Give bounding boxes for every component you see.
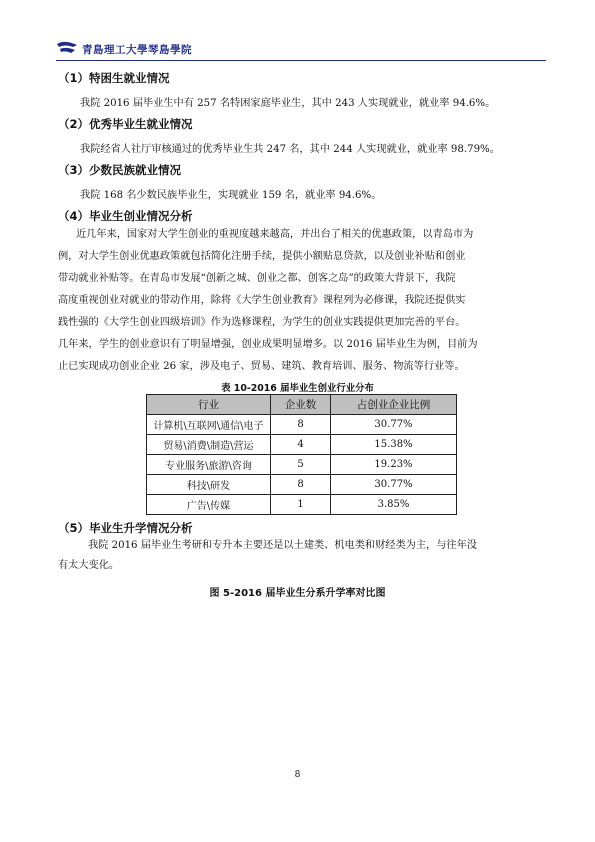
section-heading-4: （4）毕业生创业情况分析 [58, 209, 193, 223]
paragraph-line: 高度重视创业对就业的带动作用，除将《大学生创业教育》课程列为必修课，我院还提供实 [58, 295, 466, 306]
ratio-cell: 3.85% [331, 495, 457, 515]
count-cell: 4 [271, 435, 331, 455]
paragraph-line: 例，对大学生创业优惠政策就包括简化注册手续，提供小额贴息贷款，以及创业补贴和创业 [58, 251, 466, 262]
page-header [56, 38, 546, 64]
count-cell: 5 [271, 455, 331, 475]
industry-cell: 计算机\互联网\通信\电子 [147, 415, 271, 435]
industry-cell: 广告\传媒 [147, 495, 271, 515]
section-heading-2: （2）优秀毕业生就业情况 [58, 117, 193, 131]
paragraph-line: 有太大变化。 [58, 560, 120, 571]
ratio-cell: 30.77% [331, 475, 457, 495]
industry-cell: 科技\研发 [147, 475, 271, 495]
header-divider [56, 60, 546, 61]
paragraph-line: 几年来，学生的创业意识有了明显增强，创业成果明显增多。以 2016 届毕业生为例，目前为 [58, 339, 478, 350]
figure-caption: 图 5-2016 届毕业生分系升学率对比图 [209, 588, 386, 599]
table-row [147, 495, 457, 515]
paragraph-line: 近几年来，国家对大学生创业的重视度越来越高，并出台了相关的优惠政策，以青岛市为 [76, 229, 474, 240]
column-header-industry: 行业 [147, 395, 271, 415]
count-cell: 8 [271, 415, 331, 435]
section-text-1: 我院 2016 届毕业生中有 257 名特困家庭毕业生，其中 243 人实现就业，就业率 94.6%。 [80, 98, 496, 109]
section-text-3: 我院 168 名少数民族毕业生，实现就业 159 名，就业率 94.6%。 [80, 190, 382, 201]
section-text-2: 我院经省人社厅审核通过的优秀毕业生共 247 名，其中 244 人实现就业，就业率 98.79%。 [80, 144, 500, 155]
paragraph-line: 带动就业补贴等。在青岛市发展“创新之城、创业之都、创客之岛”的政策大背景下，我院 [58, 273, 456, 284]
table-caption: 表 10-2016 届毕业生创业行业分布 [221, 383, 374, 394]
section-heading-1: （1）特困生就业情况 [58, 71, 170, 85]
table-header-row [147, 395, 457, 415]
page-number: 8 [294, 770, 301, 780]
count-cell: 8 [271, 475, 331, 495]
entrepreneurship-paragraph [58, 224, 478, 378]
table-row [147, 475, 457, 495]
paragraph-line: 止已实现成功创业企业 26 家，涉及电子、贸易、建筑、教育培训、服务、物流等行业等。 [58, 361, 465, 372]
column-header-count: 企业数 [271, 395, 331, 415]
column-header-ratio: 占创业企业比例 [331, 395, 457, 415]
university-logo-icon [56, 40, 78, 56]
section-heading-3: （3）少数民族就业情况 [58, 163, 182, 177]
further-study-paragraph [58, 536, 477, 576]
table-row [147, 415, 457, 435]
ratio-cell: 30.77% [331, 415, 457, 435]
paragraph-line: 我院 2016 届毕业生考研和专升本主要还是以土建类、机电类和财经类为主，与往年没 [88, 540, 477, 551]
header-title: 青島理工大學琴島學院 [82, 44, 192, 56]
industry-cell: 贸易\消费\制造\营运 [147, 435, 271, 455]
table-row [147, 455, 457, 475]
section-heading-5: （5）毕业生升学情况分析 [58, 521, 193, 535]
industry-distribution-table [146, 394, 457, 515]
table-row [147, 435, 457, 455]
ratio-cell: 19.23% [331, 455, 457, 475]
count-cell: 1 [271, 495, 331, 515]
paragraph-line: 践性强的《大学生创业四级培训》作为选修课程，为学生的创业实践提供更加完善的平台。 [58, 317, 466, 328]
industry-cell: 专业服务\旅游\咨询 [147, 455, 271, 475]
ratio-cell: 15.38% [331, 435, 457, 455]
